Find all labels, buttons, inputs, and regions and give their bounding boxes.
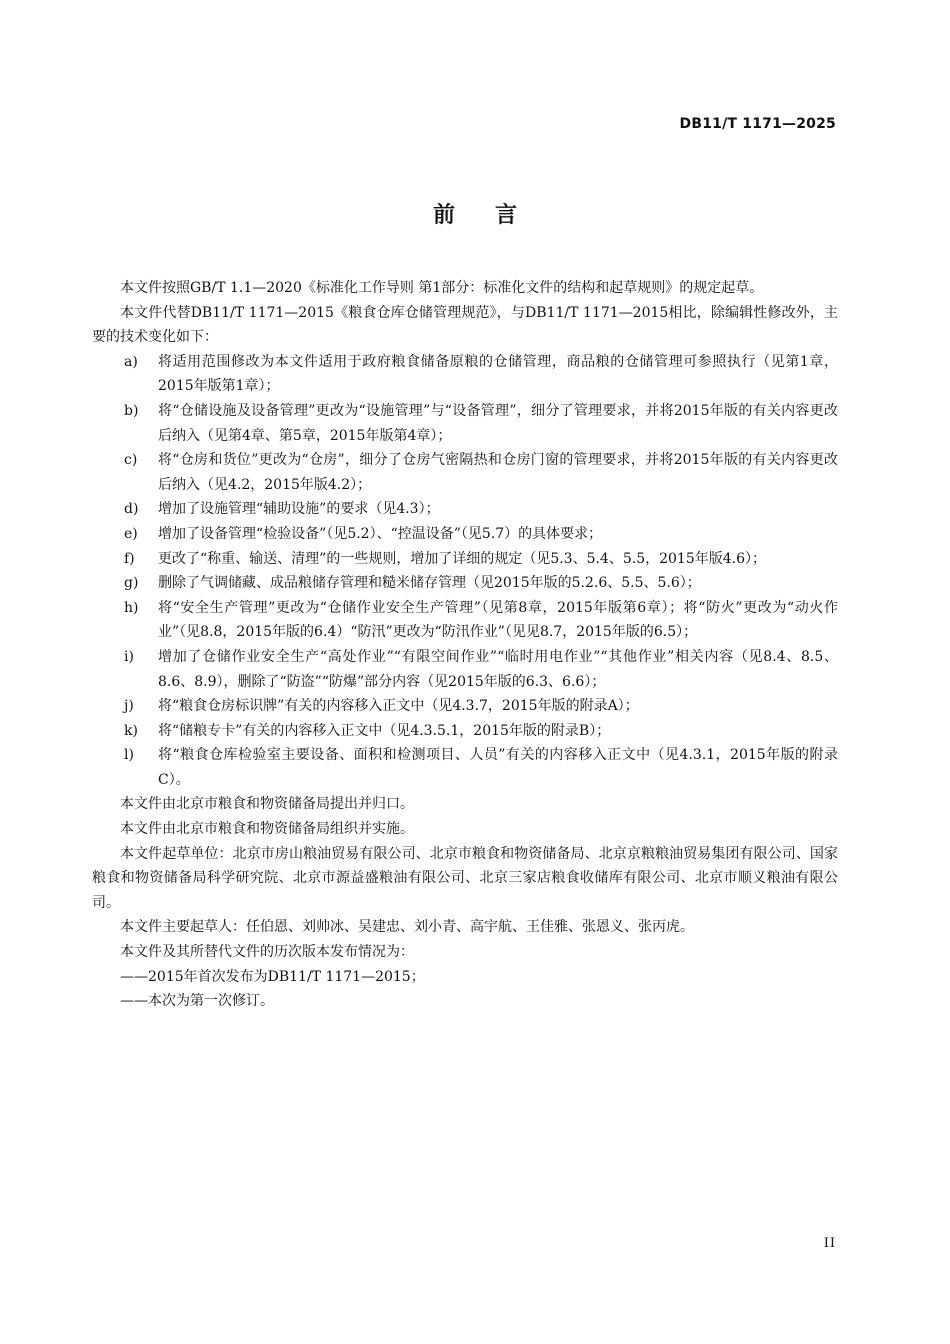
list-marker: b) xyxy=(124,402,139,419)
list-item-text: 删除了气调储藏、成品粮储存管理和糙米储存管理（见2015年版的5.2.6、5.5、5.6）； xyxy=(158,575,701,592)
list-item xyxy=(92,350,838,399)
list-marker: f) xyxy=(124,550,135,567)
page-number: II xyxy=(823,1236,836,1251)
body-paragraph: 本文件主要起草人：任伯恩、刘帅冰、吴建忠、刘小青、高宇航、王佳雅、张恩义、张丙虎。 xyxy=(120,919,694,936)
list-marker: j) xyxy=(124,698,134,715)
list-item xyxy=(92,547,838,572)
document-code: DB11/T 1171—2025 xyxy=(679,116,836,132)
list-item-text: 将“储粮专卡”有关的内容移入正文中（见4.3.5.1，2015年版的附录B）； xyxy=(158,722,611,739)
list-item xyxy=(92,571,838,596)
list-marker: g) xyxy=(124,575,139,592)
list-marker: l) xyxy=(124,747,134,764)
intro-paragraph: 本文件按照GB/T 1.1—2020《标准化工作导则 第1部分：标准化文件的结构和起草规则》的规定起草。 xyxy=(120,280,764,296)
body-paragraph: 本文件起草单位：北京市房山粮油贸易有限公司、北京市粮食和物资储备局、北京京粮粮油贸易集团有限公司、国家粮食和物资储备局科学研究院、北京市源益盛粮油有限公司、北京三家店粮食收储库有限公司、北京市顺义粮油有限公司。 xyxy=(92,845,838,911)
document-body xyxy=(92,276,838,1014)
list-marker: c) xyxy=(124,452,138,469)
list-item-text: 增加了设施管理“辅助设施”的要求（见4.3）； xyxy=(158,501,440,518)
list-item-text: 将“仓房和货位”更改为“仓房”，细分了仓房气密隔热和仓房门窗的管理要求，并将2015年版的有关内容更改后纳入（见4.2，2015年版4.2）； xyxy=(158,452,838,493)
list-item-text: 将“仓储设施及设备管理”更改为“设施管理”与“设备管理”，细分了管理要求，并将2015年版的有关内容更改后纳入（见第4章、第5章，2015年版第4章）； xyxy=(158,402,838,444)
list-item-text: 将“粮食仓库检验室主要设备、面积和检测项目、人员”有关的内容移入正文中（见4.3.1，2015年版的附录C）。 xyxy=(158,747,838,788)
list-item-text: 将适用范围修改为本文件适用于政府粮食储备原粮的仓储管理，商品粮的仓储管理可参照执行（见第1章，2015年版第1章）； xyxy=(158,353,838,395)
list-item-text: 更改了“称重、输送、清理”的一些规则，增加了详细的规定（见5.3、5.4、5.5，2015年版4.6）； xyxy=(158,550,766,567)
list-marker: e) xyxy=(124,525,138,542)
body-paragraph: 本文件由北京市粮食和物资储备局组织并实施。 xyxy=(120,821,414,838)
page-title: 前言 xyxy=(432,203,557,228)
list-item xyxy=(92,399,838,448)
list-item xyxy=(92,743,838,792)
list-marker: i) xyxy=(124,648,134,665)
list-item xyxy=(92,497,838,522)
list-marker: h) xyxy=(124,599,139,616)
list-item xyxy=(92,694,838,719)
list-item xyxy=(92,719,838,744)
list-item-text: 增加了设备管理“检验设备”（见5.2）、“控温设备”（见5.7）的具体要求； xyxy=(158,525,603,542)
list-marker: k) xyxy=(124,722,138,739)
list-item xyxy=(92,448,838,497)
body-paragraph: 本文件由北京市粮食和物资储备局提出并归口。 xyxy=(120,796,414,813)
list-item-text: 增加了仓储作业安全生产“高处作业”“有限空间作业”“临时用电作业”“其他作业”相关内容（见8.4、8.5、8.6、8.9），删除了“防盗”“防爆”部分内容（见2015年版的6.3、6.6）； xyxy=(158,648,838,690)
list-marker: a) xyxy=(124,353,138,370)
history-item: ——2015年首次发布为DB11/T 1171—2015； xyxy=(120,968,425,985)
body-paragraph: 本文件及其所替代文件的历次版本发布情况为： xyxy=(120,944,414,961)
list-marker: d) xyxy=(124,501,139,518)
list-item xyxy=(92,645,838,694)
list-item-text: 将“安全生产管理”更改为“仓储作业安全生产管理”（见第8章，2015年版第6章）；将“防火”更改为“动火作业”（见8.8，2015年版的6.4）“防汛”更改为“防汛作业”（见见8.7，2015年版的6.5）； xyxy=(158,599,838,641)
list-item-text: 将“粮食仓房标识牌”有关的内容移入正文中（见4.3.7，2015年版的附录A）； xyxy=(158,698,639,715)
list-item xyxy=(92,522,838,547)
list-item xyxy=(92,596,838,645)
changes-list xyxy=(92,350,838,793)
intro-paragraph: 本文件代替DB11/T 1171—2015《粮食仓库仓储管理规范》，与DB11/T 1171—2015相比，除编辑性修改外，主要的技术变化如下： xyxy=(92,304,838,346)
history-item: ——本次为第一次修订。 xyxy=(120,993,274,1010)
